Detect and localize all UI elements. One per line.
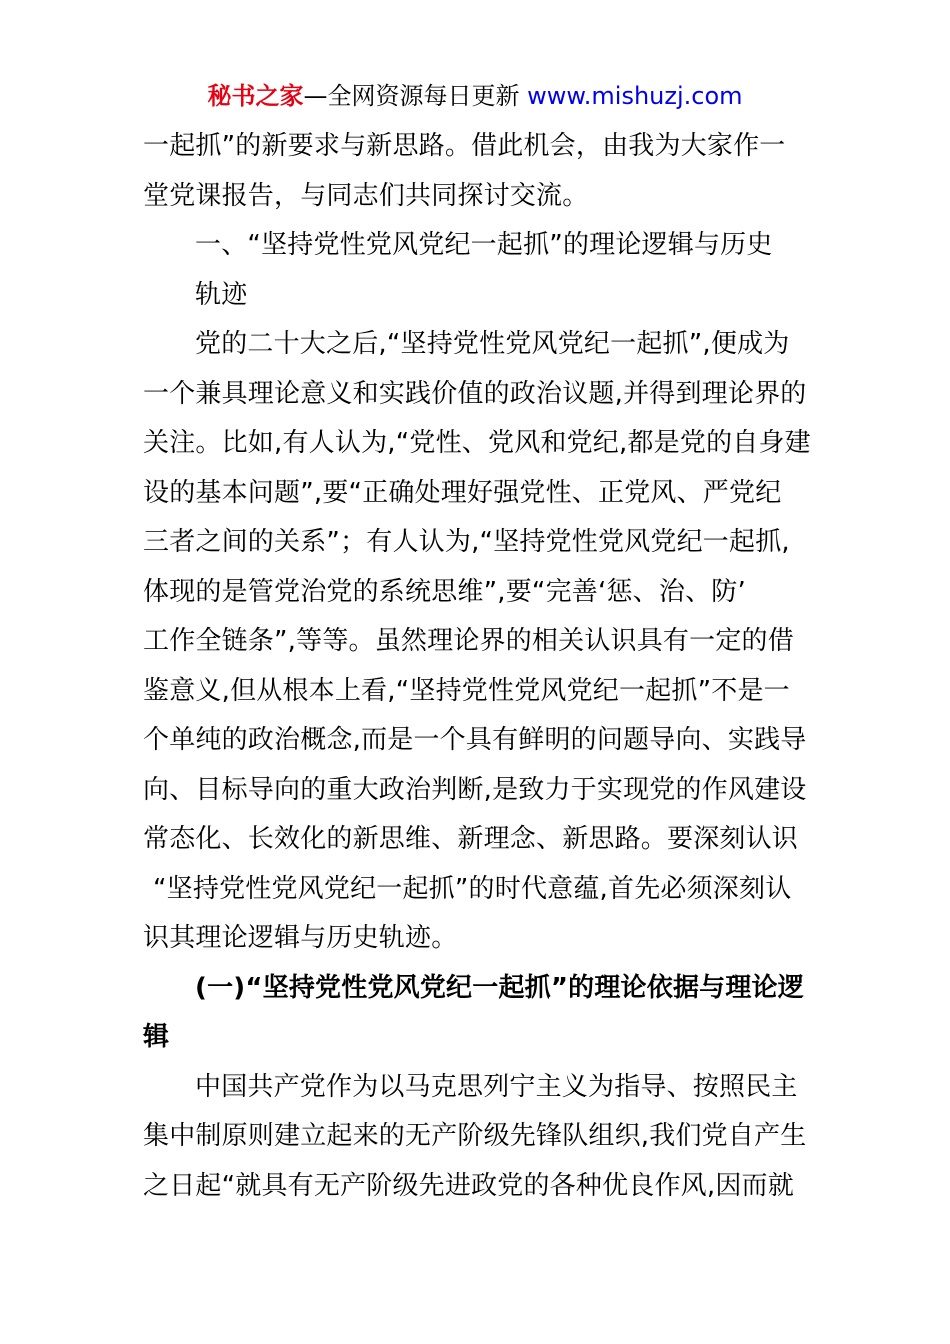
text-line: 常态化、长效化的新思维、新理念、新思路。要深刻认识 [143, 824, 799, 854]
subsection-heading-1 [143, 964, 808, 1063]
text-line: 设的基本问题”,要“正确处理好强党性、正党风、严党纪 [143, 477, 782, 508]
text-line: 轨迹 [195, 279, 248, 310]
document-body [143, 122, 811, 1211]
header-tagline: —全网资源每日更新 [303, 82, 528, 110]
text-line: 之日起“就具有无产阶级先进政党的各种优良作风,因而就 [143, 1170, 794, 1201]
text-line: 鉴意义,但从根本上看,“坚持党性党风党纪一起抓”不是一 [143, 675, 790, 706]
text-line: 识其理论逻辑与历史轨迹。 [143, 923, 458, 953]
text-line: 中国共产党作为以马克思列宁主义为指导、按照民主 [195, 1071, 798, 1102]
section-heading-1 [143, 221, 808, 320]
text-line: “坚持党性党风党纪一起抓”的时代意蕴,首先必须深刻认 [153, 873, 792, 904]
text-line: 关注。比如,有人认为,“党性、党风和党纪,都是党的自身建 [143, 428, 811, 458]
site-url-link[interactable]: www.mishuzj.com [527, 82, 743, 110]
site-header [0, 80, 950, 112]
text-line: 辑 [143, 1022, 170, 1052]
text-line: 堂党课报告，与同志们共同探讨交流。 [143, 180, 589, 211]
text-line: 三者之间的关系”；有人认为,“坚持党性党风党纪一起抓, [143, 527, 790, 557]
text-line: 集中制原则建立起来的无产阶级先锋队组织,我们党自产生 [143, 1121, 807, 1151]
paragraph-intro-continuation [143, 122, 808, 221]
text-line: 一、“坚持党性党风党纪一起抓”的理论逻辑与历史 [195, 230, 773, 260]
text-line: 党的二十大之后,“坚持党性党风党纪一起抓”,便成为 [195, 329, 790, 359]
text-line: 一个兼具理论意义和实践价值的政治议题,并得到理论界的 [143, 378, 807, 409]
text-line: (一)“坚持党性党风党纪一起抓”的理论依据与理论逻 [195, 972, 804, 1003]
paragraph-body-2 [143, 1063, 808, 1212]
brand-name: 秘书之家 [207, 82, 304, 110]
text-line: 个单纯的政治概念,而是一个具有鲜明的问题导向、实践导 [143, 725, 807, 755]
text-line: 一起抓”的新要求与新思路。借此机会，由我为大家作一 [143, 131, 786, 161]
text-line: 工作全链条”,等等。虽然理论界的相关认识具有一定的借 [143, 626, 794, 656]
paragraph-body-1 [143, 320, 811, 964]
text-line: 体现的是管党治党的系统思维”,要“完善‘惩、治、防’ [143, 576, 746, 607]
text-line: 向、目标导向的重大政治判断,是致力于实现党的作风建设 [143, 774, 807, 805]
